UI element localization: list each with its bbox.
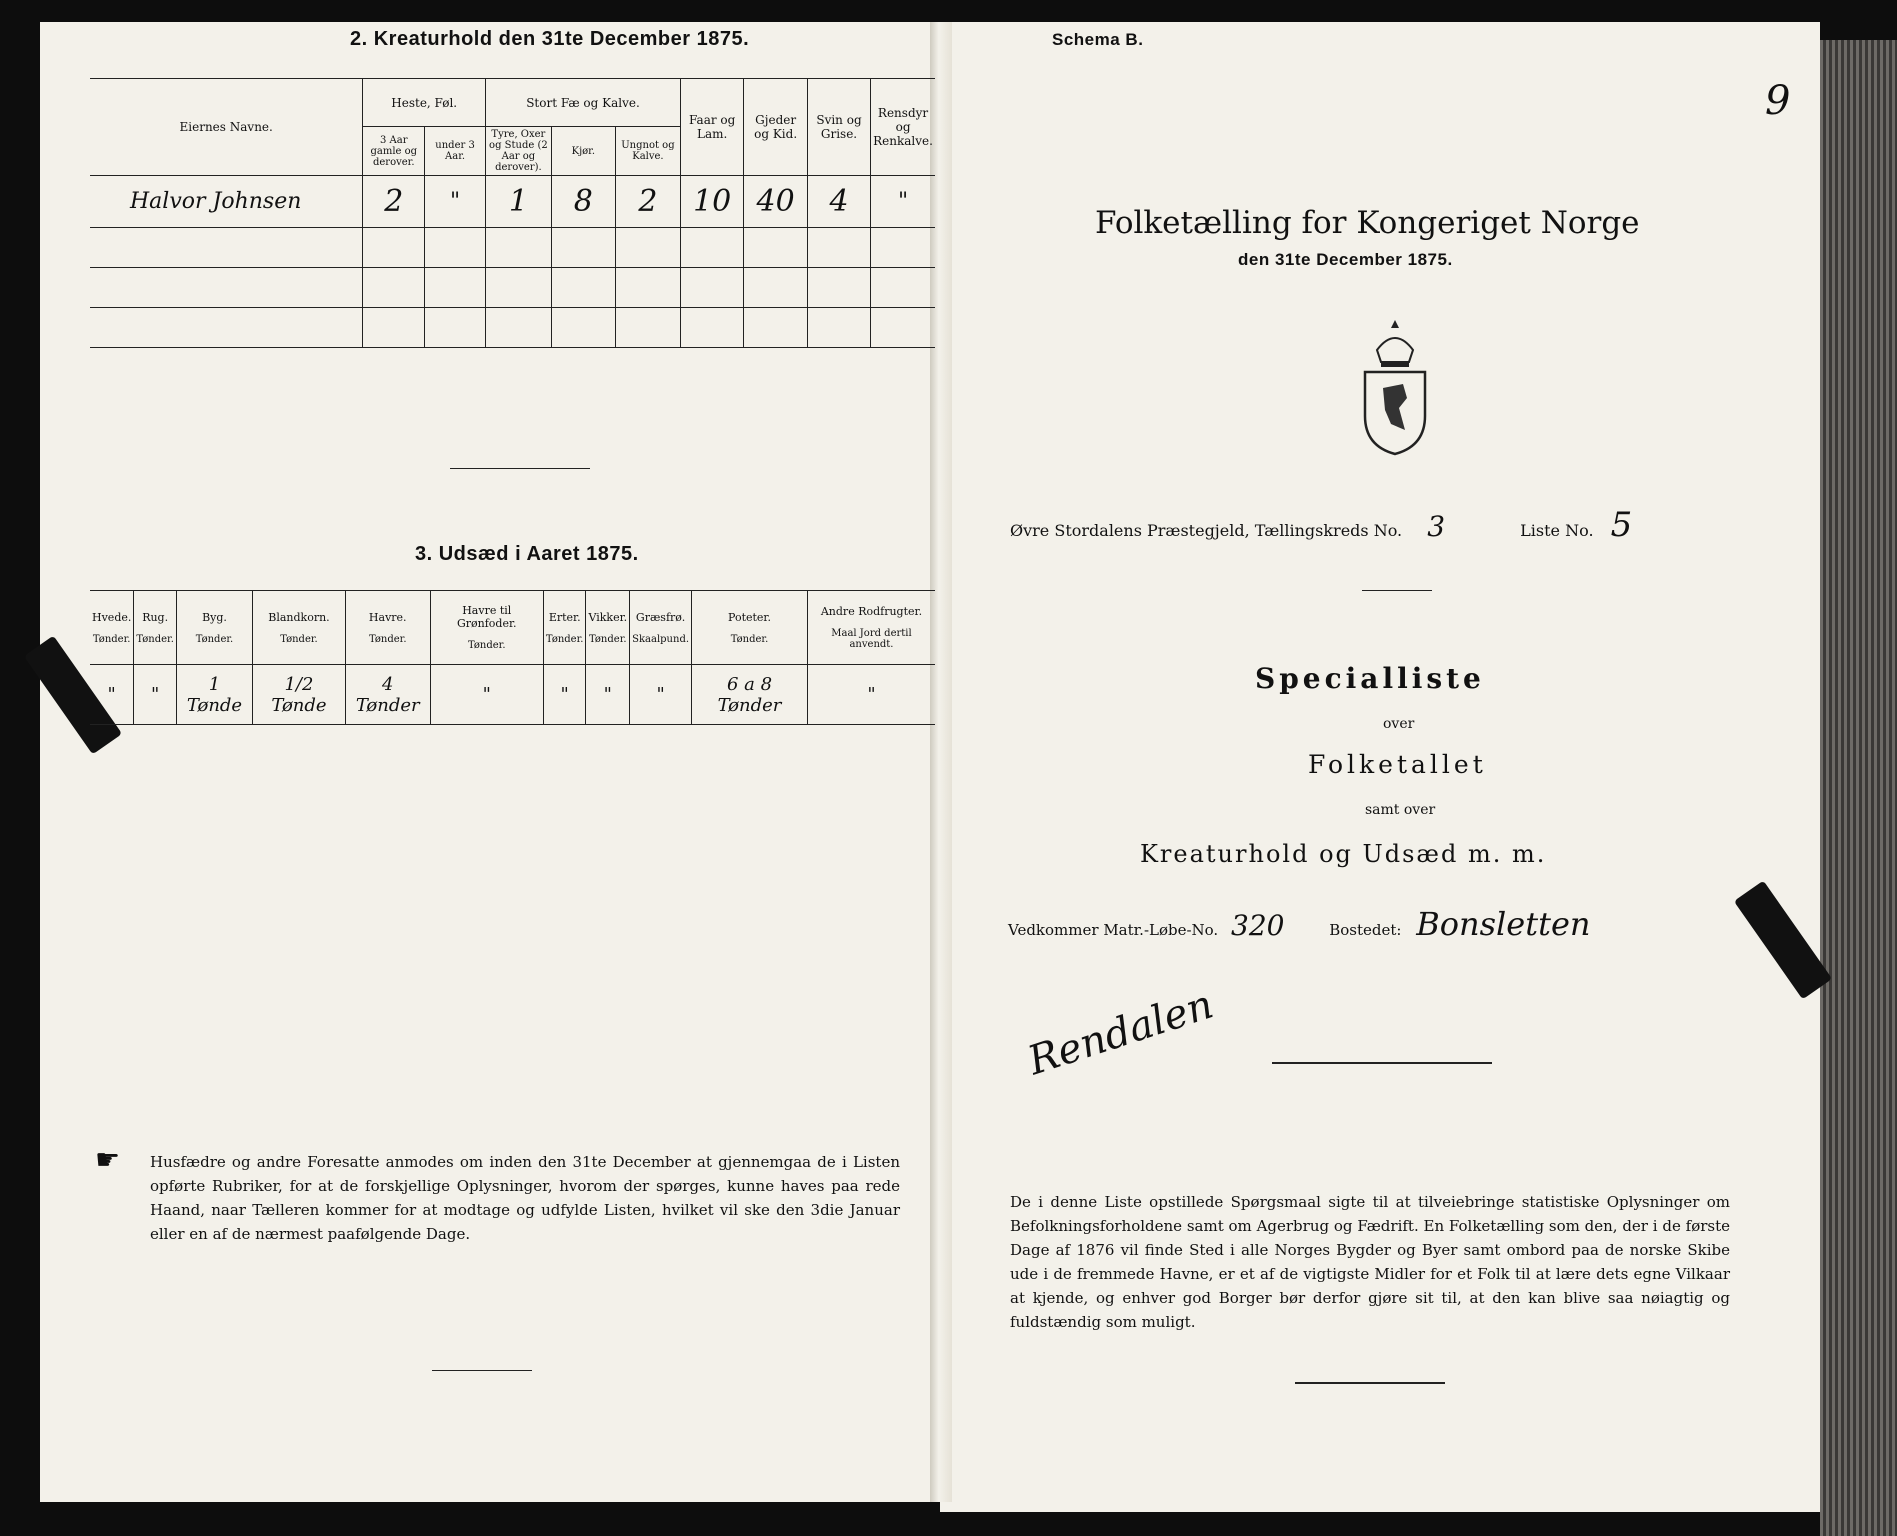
crop-name: Blandkorn.: [268, 610, 330, 624]
bosted-label: Bostedet:: [1329, 921, 1402, 939]
page-edges: [1820, 40, 1897, 1536]
notice-text: Husfædre og andre Foresatte anmodes om inden den 31te December at gjennemgaa de i Listen opførte Rubriker, for at de forskjellige Oplysninger, hvorom der spørges, kunne haves paa rede Haand, naar Tælleren kommer for at modtage og udfylde Listen, hvilket vil ske den 3die Januar eller en af de nærmest paafølgende Dage.: [150, 1153, 900, 1243]
col-bulls-oxen: Tyre, Oxer og Stude (2 Aar og derover).: [485, 127, 551, 176]
col-horses-3plus: 3 Aar gamle og derover.: [363, 127, 425, 176]
crop-name: Vikker.: [588, 610, 628, 624]
table-row: [90, 176, 935, 228]
col-goats-header: Gjeder og Kid.: [744, 79, 808, 176]
crop-name: Rug.: [142, 610, 169, 624]
explanatory-paragraph: De i denne Liste opstillede Spørgsmaal sigte til at tilveiebringe statistiske Oplysninger om Befolkningsforholdene samt om Agerbrug og Fædrift. En Folketælling som den, der i de første Dage af 1876 vil finde Sted i alle Norges Bygder og Byer samt ombord paa de norske Skibe ude i de fremmede Havne, er et af de vigtigste Midler for et Folk til at lære dets egne Vilkaar at kjende, og enhver god Borger bør derfor gjøre sit til, at den kan blive saa nøiagtig og fuldstændig som muligt.: [1010, 1193, 1730, 1331]
crop-table: [90, 590, 935, 725]
crop-name: Græsfrø.: [635, 610, 686, 624]
census-date: den 31te December 1875.: [1238, 250, 1453, 269]
section2-title: 2. Kreaturhold den 31te December 1875.: [350, 28, 750, 50]
crop-unit: Tønder.: [280, 633, 318, 645]
crop-value: ": [90, 665, 134, 725]
col-sheep-header: Faar og Lam.: [681, 79, 744, 176]
coat-of-arms-icon: [1355, 318, 1435, 458]
crop-col-header: [430, 591, 543, 665]
crop-col-header: [630, 591, 692, 665]
col-owner-header: Eiernes Navne.: [90, 79, 363, 176]
cell-goats: 40: [744, 176, 808, 228]
crop-unit: Tønder.: [589, 633, 627, 645]
crop-col-header: [807, 591, 935, 665]
table-row: [90, 268, 935, 308]
table-row: [90, 228, 935, 268]
livestock-table: [90, 78, 935, 348]
col-pigs-header: Svin og Grise.: [807, 79, 870, 176]
crop-unit: Tønder.: [136, 633, 174, 645]
cell-pigs: 4: [807, 176, 870, 228]
crop-col-header: [586, 591, 630, 665]
crop-col-header: [345, 591, 430, 665]
cell-sheep: 10: [681, 176, 744, 228]
crop-value: 1/2 Tønde: [253, 665, 346, 725]
col-reindeer-header: Rensdyr og Renkalve.: [871, 79, 935, 176]
crop-value: ": [543, 665, 586, 725]
divider: [450, 468, 590, 469]
col-horses-header: Heste, Føl.: [363, 79, 486, 127]
col-cattle-header: Stort Fæ og Kalve.: [485, 79, 680, 127]
divider: [432, 1370, 532, 1371]
kreaturhold-title: Kreaturhold og Udsæd m. m.: [1140, 840, 1547, 868]
parish-line: [1010, 505, 1632, 545]
divider: [1295, 1382, 1445, 1384]
crop-unit: Tønder.: [730, 633, 769, 645]
matr-line: [1008, 905, 1590, 943]
crop-name: Havre.: [368, 610, 407, 624]
crop-value: ": [430, 665, 543, 725]
cell-reindeer: ": [871, 176, 935, 228]
signature: Rendalen: [1022, 981, 1219, 1085]
crop-unit: Tønder.: [368, 633, 407, 645]
crop-name: Andre Rodfrugter.: [820, 605, 923, 618]
cell-horses-3plus: 2: [363, 176, 425, 228]
crop-name: Erter.: [548, 610, 581, 624]
crop-unit: Maal Jord dertil anvendt.: [831, 628, 912, 650]
crop-col-header: [543, 591, 586, 665]
cell-horses-under3: ": [425, 176, 486, 228]
cell-cows: 8: [551, 176, 615, 228]
crop-name: Poteter.: [727, 610, 771, 624]
crop-value: ": [807, 665, 935, 725]
matr-number: 320: [1231, 909, 1285, 942]
over-label: over: [1383, 716, 1415, 732]
crop-col-header: [692, 591, 808, 665]
specialliste-title: Specialliste: [1255, 662, 1485, 695]
crop-value: 1 Tønde: [176, 665, 252, 725]
pointing-hand-icon: ☛: [95, 1143, 121, 1176]
table-row: [90, 665, 935, 725]
liste-label: Liste No.: [1520, 521, 1594, 540]
crop-col-header: [176, 591, 252, 665]
crop-unit: Tønder.: [545, 633, 584, 645]
table-row: [90, 308, 935, 348]
crop-unit: Tønder.: [467, 640, 506, 651]
liste-number: 5: [1610, 505, 1633, 545]
main-title: Folketælling for Kongeriget Norge: [1095, 205, 1640, 241]
col-cows: Kjør.: [551, 127, 615, 176]
crop-value: 4 Tønder: [345, 665, 430, 725]
kreds-number: 3: [1427, 510, 1446, 543]
crop-name: Hvede.: [92, 610, 132, 624]
col-horses-under3: under 3 Aar.: [425, 127, 486, 176]
folketallet-title: Folketallet: [1308, 750, 1487, 779]
crop-value: ": [134, 665, 177, 725]
divider: [1362, 590, 1432, 591]
crop-name: Havre til Grønfoder.: [456, 604, 517, 630]
crop-name: Byg.: [202, 610, 227, 624]
owner-name: Halvor Johnsen: [90, 176, 363, 228]
samt-over-label: samt over: [1365, 802, 1436, 818]
crop-unit: Tønder.: [92, 633, 131, 645]
section3-title: 3. Udsæd i Aaret 1875.: [415, 543, 639, 565]
crop-unit: Skaalpund.: [632, 633, 690, 645]
crop-col-header: [253, 591, 346, 665]
cell-young-calves: 2: [615, 176, 680, 228]
bosted-value: Bonsletten: [1416, 905, 1591, 943]
page-number: 9: [1765, 78, 1791, 124]
parish-prefix: Øvre Stordalens Præstegjeld, Tællingskreds No.: [1010, 521, 1403, 540]
col-young-calves: Ungnot og Kalve.: [615, 127, 680, 176]
crop-col-header: [90, 591, 134, 665]
matr-label: Vedkommer Matr.-Løbe-No.: [1008, 921, 1219, 939]
schema-label: Schema B.: [1052, 30, 1144, 49]
crop-value: 6 a 8 Tønder: [692, 665, 808, 725]
crop-value: ": [586, 665, 630, 725]
crop-value: ": [630, 665, 692, 725]
crop-col-header: [134, 591, 177, 665]
crop-unit: Tønder.: [195, 633, 234, 645]
cell-bulls-oxen: 1: [485, 176, 551, 228]
divider: [1272, 1062, 1492, 1064]
